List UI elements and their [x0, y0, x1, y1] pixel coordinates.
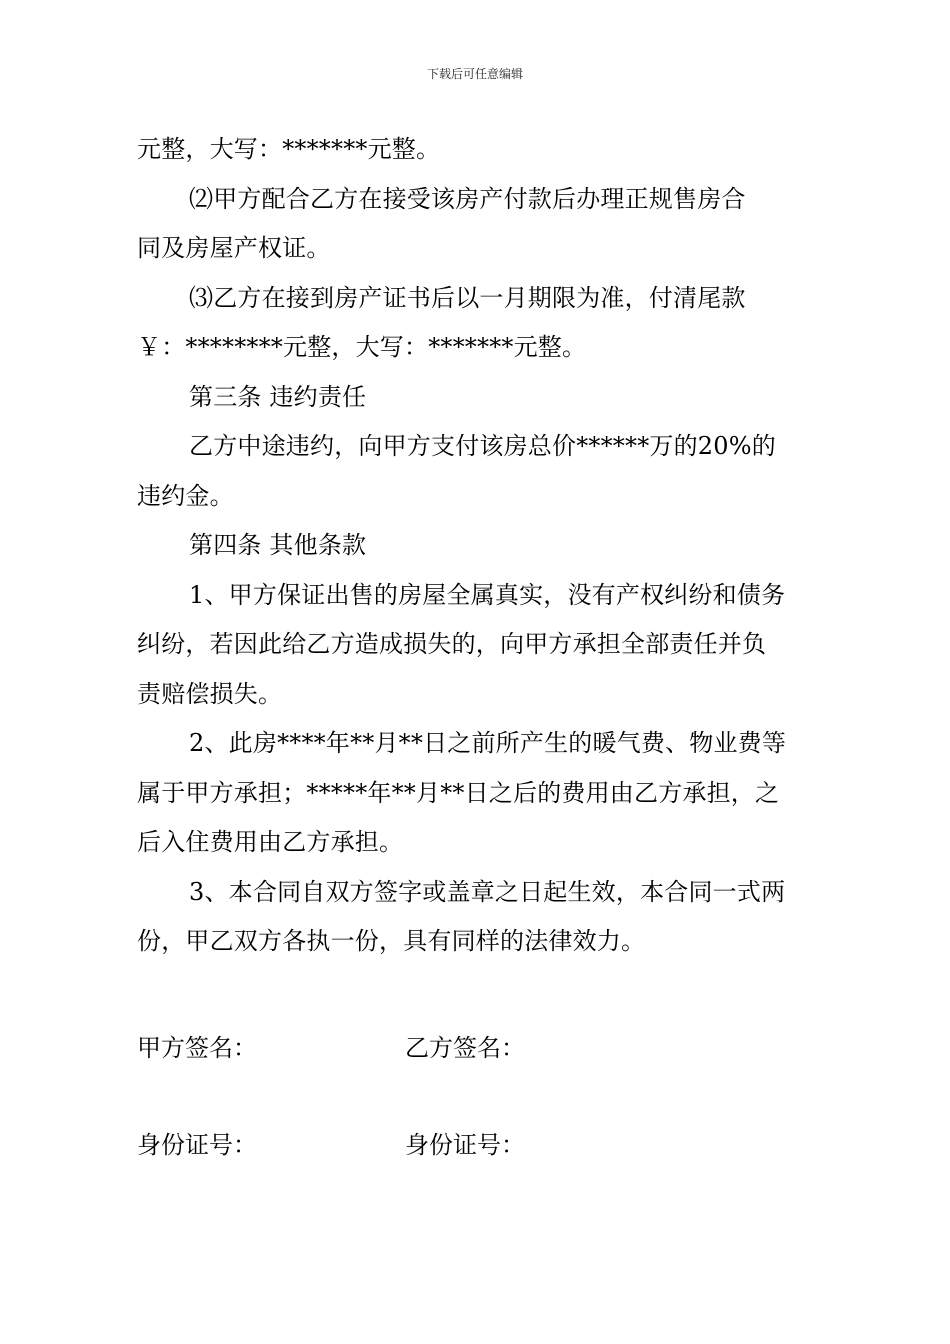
id-number-row: [137, 1125, 817, 1165]
paragraph-line: 2、此房****年**月**日之前所产生的暖气费、物业费等: [189, 729, 787, 757]
document-body: [137, 125, 817, 967]
paragraph-line: 违约金。: [137, 481, 234, 510]
party-a-signature-label: 甲方签名：: [137, 1034, 257, 1062]
paragraph-line: 份，甲乙双方各执一份，具有同样的法律效力。: [137, 927, 646, 955]
paragraph-line: 纠纷，若因此给乙方造成损失的，向甲方承担全部责任并负: [137, 630, 767, 658]
paragraph-line: ⑶乙方在接到房产证书后以一月期限为准，付清尾款: [189, 283, 746, 312]
party-b-id-label: 身份证号：: [405, 1131, 525, 1159]
party-b-signature-label: 乙方签名：: [405, 1034, 525, 1062]
paragraph-line: 1、甲方保证出售的房屋全属真实，没有产权纠纷和债务: [189, 580, 786, 609]
paragraph-line: 元整，大写：*******元整。: [137, 135, 441, 163]
section-heading-breach: 第三条 违约责任: [189, 382, 367, 411]
paragraph-line: ⑵甲方配合乙方在接受该房产付款后办理正规售房合: [189, 184, 746, 213]
paragraph-line: 属于甲方承担；*****年**月**日之后的费用由乙方承担，之: [137, 778, 780, 807]
paragraph-line: 后入住费用由乙方承担。: [137, 828, 404, 856]
page-header: 下载后可任意编辑: [426, 67, 523, 81]
section-heading-other-terms: 第四条 其他条款: [189, 531, 367, 559]
paragraph-line: 乙方中途违约，向甲方支付该房总价******万的20%的: [189, 432, 776, 460]
paragraph-line: 同及房屋产权证。: [137, 234, 331, 262]
party-a-id-label: 身份证号：: [137, 1131, 257, 1159]
signature-row: [137, 1028, 817, 1068]
paragraph-line: 责赔偿损失。: [137, 679, 283, 708]
paragraph-line: 3、本合同自双方签字或盖章之日起生效，本合同一式两: [189, 877, 786, 906]
paragraph-line: ￥：********元整，大写：*******元整。: [137, 333, 587, 361]
